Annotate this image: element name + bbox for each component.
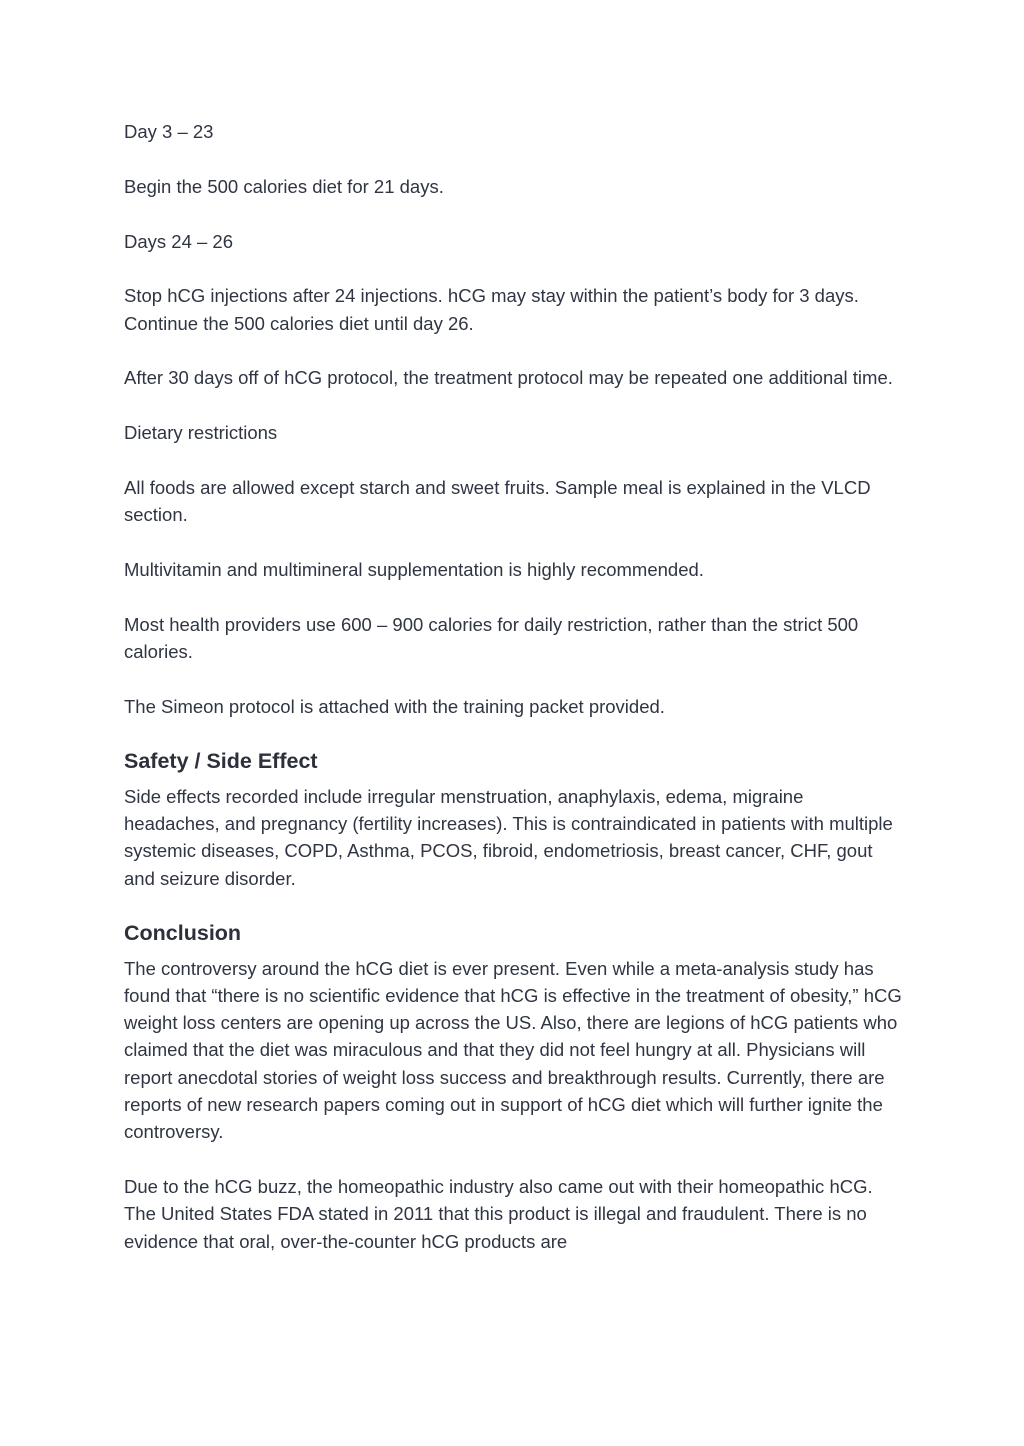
repeat-protocol-paragraph: After 30 days off of hCG protocol, the treatment protocol may be repeated one additional time. bbox=[124, 367, 893, 389]
day-3-23-label: Day 3 – 23 bbox=[124, 121, 214, 142]
dietary-restrictions-label: Dietary restrictions bbox=[124, 422, 278, 444]
conclusion-heading: Conclusion bbox=[124, 920, 242, 945]
calorie-restriction-paragraph: Most health providers use 600 – 900 calories for daily restriction, rather than the strict 500 calories. bbox=[124, 613, 859, 663]
safety-heading: Safety / Side Effect bbox=[124, 748, 318, 773]
days-24-26-label: Days 24 – 26 bbox=[124, 230, 234, 252]
diet-start-paragraph: Begin the 500 calories diet for 21 days. bbox=[124, 175, 444, 197]
simeon-protocol-paragraph: The Simeon protocol is attached with the training packet provided. bbox=[124, 696, 665, 718]
supplementation-paragraph: Multivitamin and multimineral supplementation is highly recommended. bbox=[124, 559, 704, 581]
conclusion-paragraph-2: Due to the hCG buzz, the homeopathic industry also came out with their homeopathic hCG. The United States FDA stated in 2011 that this product is illegal and fraudulent. There is no evidence that oral, over-the-counter hCG products are bbox=[124, 1176, 873, 1252]
foods-allowed-paragraph: All foods are allowed except starch and sweet fruits. Sample meal is explained in the VLCD section. bbox=[124, 477, 871, 526]
conclusion-paragraph-1: The controversy around the hCG diet is ever present. Even while a meta-analysis study has found that “there is no scientific evidence that hCG is effective in the treatment of obesity,” hCG weight loss centers are opening up across the US. Also, there are legions of hCG patients who claimed that the diet was miraculous and that they did not feel hungry at all. Physicians will report anecdotal stories of weight loss success and breakthrough results. Currently, there are reports of new research papers coming out in support of hCG diet which will further ignite the controversy. bbox=[124, 957, 902, 1143]
stop-injections-paragraph: Stop hCG injections after 24 injections. hCG may stay within the patient’s body for 3 days. Continue the 500 calories diet until day 26. bbox=[124, 285, 859, 334]
safety-paragraph: Side effects recorded include irregular menstruation, anaphylaxis, edema, migraine headaches, and pregnancy (fertility increases). This is contraindicated in patients with multiple systemic diseases, COPD, Asthma, PCOS, fibroid, endometriosis, breast cancer, CHF, gout and seizure disorder. bbox=[124, 785, 893, 889]
document-page bbox=[124, 118, 904, 1283]
